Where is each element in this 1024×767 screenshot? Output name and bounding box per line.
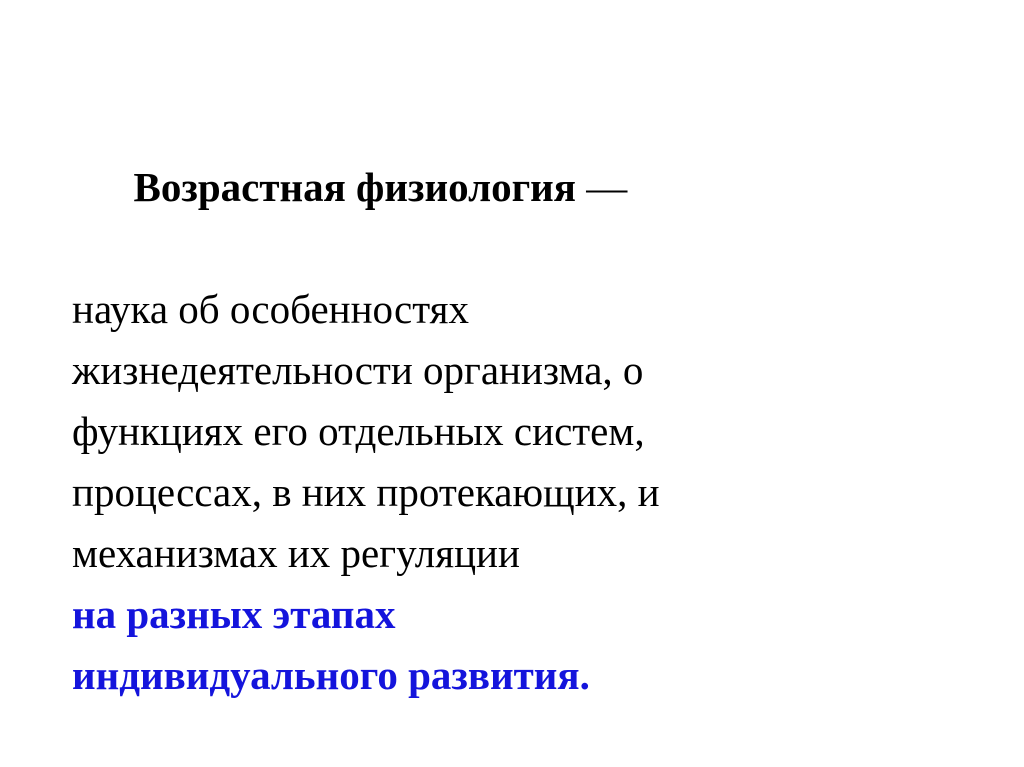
- definition-body-line-2: жизнедеятельности организма, о: [72, 347, 644, 393]
- definition-body-line-1: наука об особенностях: [72, 286, 469, 332]
- definition-dash: —: [576, 164, 628, 210]
- definition-term-line: [72, 96, 962, 279]
- definition-text-block: [72, 96, 962, 706]
- definition-highlight-line-2: индивидуального развития.: [72, 652, 590, 698]
- definition-term: Возрастная физиология: [133, 164, 576, 210]
- definition-highlight-line-1: на разных этапах: [72, 591, 396, 637]
- definition-body-line-3: функциях его отдельных систем,: [72, 408, 645, 454]
- definition-body-line-4: процессах, в них протекающих, и: [72, 469, 660, 515]
- definition-body-line-5: механизмах их регуляции: [72, 530, 520, 576]
